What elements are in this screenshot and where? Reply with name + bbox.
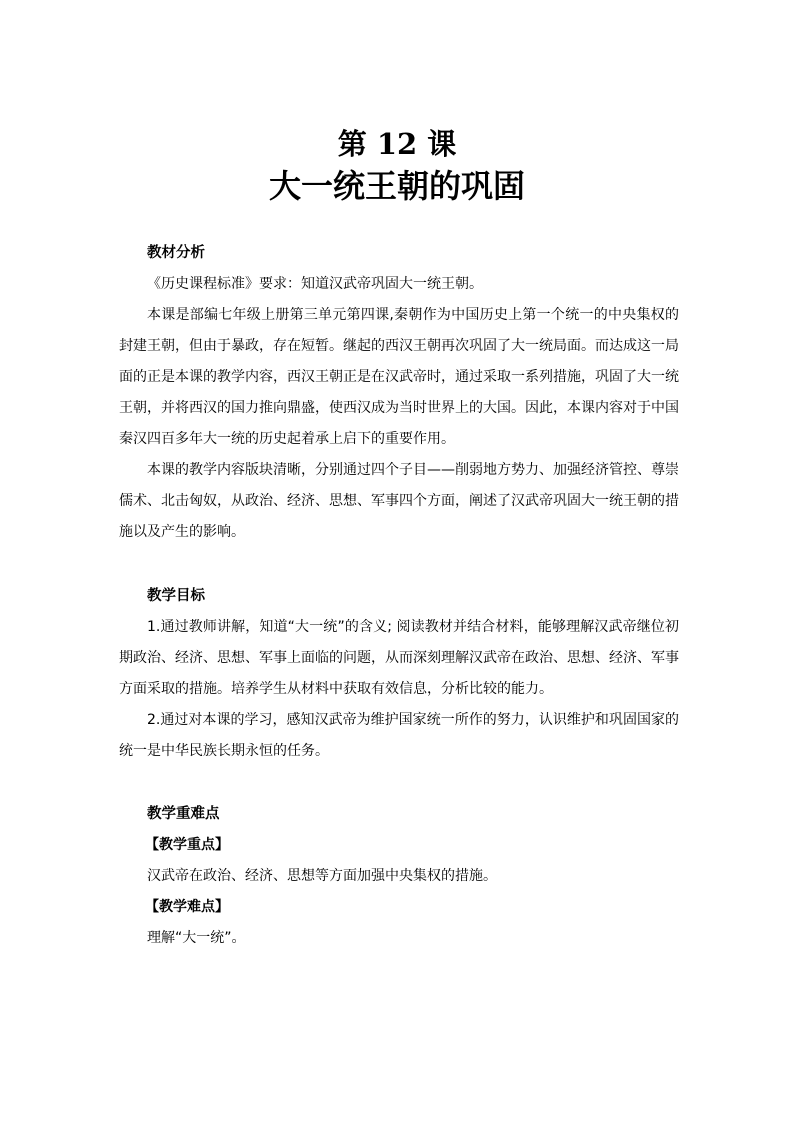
difficult-point-text: 理解“大一统”。 — [147, 930, 246, 946]
difficult-point-label: 【教学难点】 — [145, 899, 229, 915]
curriculum-standard-text: 《历史课程标准》要求：知道汉武帝巩固大一统王朝。 — [147, 276, 483, 292]
section-heading-key-difficult-points: 教学重难点 — [147, 806, 220, 822]
key-point-text: 汉武帝在政治、经济、思想等方面加强中央集权的措施。 — [147, 868, 497, 884]
section-heading-textbook-analysis: 教材分析 — [147, 245, 205, 261]
section-textbook-analysis — [119, 238, 679, 548]
section-key-difficult-points — [119, 799, 679, 954]
analysis-paragraph-2: 本课的教学内容版块清晰，分别通过四个子目——削弱地方势力、加强经济管控、尊崇儒术、北击匈奴，从政治、经济、思想、军事四个方面，阐述了汉武帝巩固大一统王朝的措施以及产生的影响。 — [119, 462, 679, 540]
teaching-goal-2: 2.通过对本课的学习，感知汉武帝为维护国家统一所作的努力，认识维护和巩固国家的统一是中华民族长期永恒的任务。 — [119, 712, 679, 759]
teaching-goal-1: 1.通过教师讲解，知道“大一统”的含义; 阅读教材并结合材料，能够理解汉武帝继位初期政治、经济、思想、军事上面临的问题，从而深刻理解汉武帝在政治、思想、经济、军事方面采取的措施。培养学生从材料中获取有效信息，分析比较的能力。 — [119, 619, 679, 697]
analysis-paragraph-1: 本课是部编七年级上册第三单元第四课,秦朝作为中国历史上第一个统一的中央集权的封建王朝，但由于暴政，存在短暂。继起的西汉王朝再次巩固了大一统局面。而达成这一局面的正是本课的教学内容，西汉王朝正是在汉武帝时，通过采取一系列措施，巩固了大一统王朝，并将西汉的国力推向鼎盛，使西汉成为当时世界上的大国。因此，本课内容对于中国秦汉四百多年大一统的历史起着承上启下的重要作用。 — [119, 307, 679, 447]
lesson-number-title: 第 12 课 — [337, 127, 457, 161]
key-point-label: 【教学重点】 — [145, 837, 229, 853]
section-heading-teaching-goals: 教学目标 — [147, 588, 205, 604]
lesson-title: 大一统王朝的巩固 — [268, 167, 525, 205]
section-teaching-goals — [119, 581, 679, 767]
